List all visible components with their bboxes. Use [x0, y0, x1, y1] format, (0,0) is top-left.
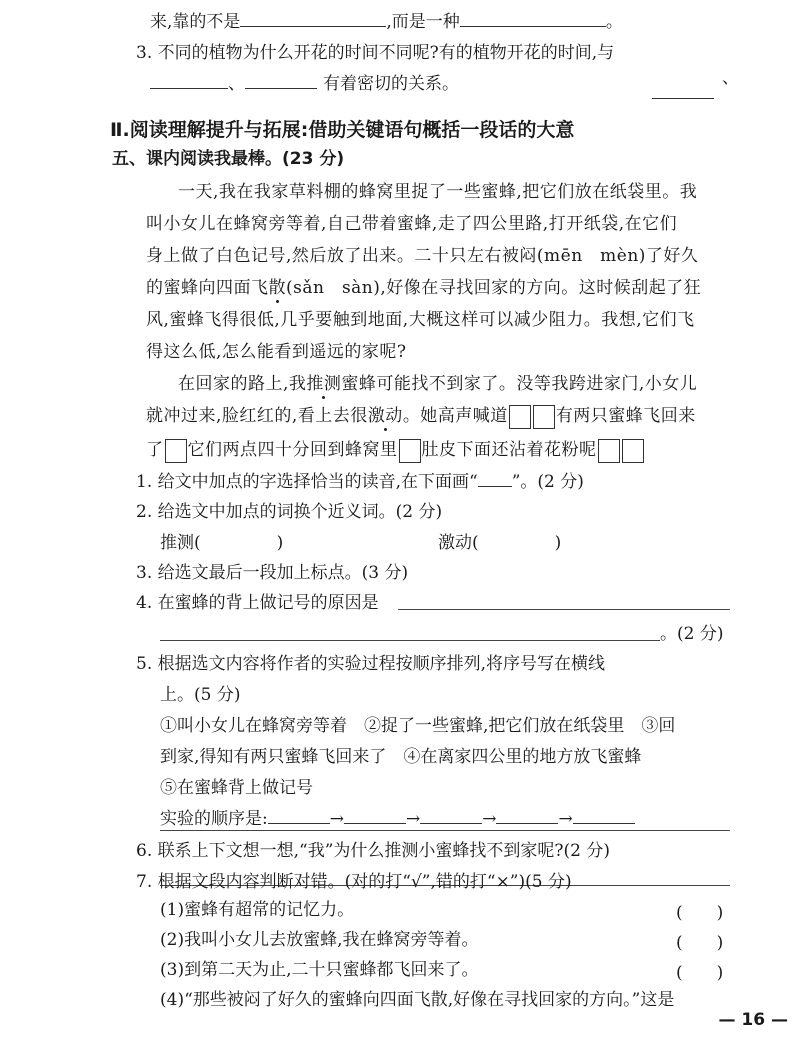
- punctuation-box[interactable]: [598, 439, 620, 463]
- question-5-option: ⑤在蜜蜂背上做记号: [160, 778, 313, 798]
- answer-blank[interactable]: [460, 10, 606, 27]
- answer-line[interactable]: [160, 830, 730, 831]
- answer-blank[interactable]: [420, 807, 482, 824]
- answer-blank[interactable]: [245, 72, 317, 89]
- question-5: 5. 根据选文内容将作者的实验过程按顺序排列,将序号写在横线: [136, 654, 606, 674]
- answer-blank[interactable]: [652, 82, 714, 99]
- dotted-char: 散: [268, 278, 286, 298]
- continued-line: 来,靠的不是 ,而是一种 。: [150, 12, 623, 32]
- dotted-word: 推测: [306, 374, 342, 394]
- section-5-title: 五、课内阅读我最棒。(23 分): [112, 149, 345, 169]
- passage-line: 在回家的路上,我推测蜜蜂可能找不到家了。没等我跨进家门,小女儿: [178, 374, 698, 394]
- dotted-word: 激动: [367, 406, 403, 426]
- judgement-parens[interactable]: ( ): [676, 903, 724, 923]
- punctuation-box[interactable]: [622, 439, 644, 463]
- question-5-cont: 上。(5 分): [160, 685, 241, 705]
- question-4: 4. 在蜜蜂的背上做记号的原因是: [136, 593, 379, 613]
- question-7: 7. 根据文段内容判断对错。(对的打“√”,错的打“×”)(5 分): [136, 872, 572, 892]
- answer-blank[interactable]: [344, 807, 406, 824]
- page-number: — 16 —: [718, 1010, 788, 1030]
- punctuation-box[interactable]: [533, 405, 555, 429]
- answer-blank[interactable]: [496, 807, 558, 824]
- passage-line: 了 它们两点四十分回到蜂窝里 肚皮下面还沾着花粉呢: [146, 438, 645, 463]
- passage-line: 叫小女儿在蜂窝旁等着,自己带着蜜蜂,走了四公里路,打开纸袋,在它们: [146, 214, 678, 234]
- passage-line: 得这么低,怎么能看到遥远的家呢?: [146, 342, 407, 362]
- punctuation-box[interactable]: [165, 439, 187, 463]
- passage-line: 的蜜蜂向四面飞散(sǎn sàn),好像在寻找回家的方向。这时候刮起了狂: [146, 278, 702, 298]
- question-4-score: 。(2 分): [660, 624, 724, 644]
- question-2: 2. 给选文中加点的词换个近义词。(2 分): [136, 502, 443, 522]
- section-heading: Ⅱ.阅读理解提升与拓展:借助关键语句概括一段话的大意: [110, 119, 575, 141]
- question-6: 6. 联系上下文想一想,“我”为什么推测小蜜蜂找不到家呢?(2 分): [136, 841, 611, 861]
- punctuation-box[interactable]: [399, 439, 421, 463]
- answer-blank[interactable]: [240, 10, 386, 27]
- answer-line[interactable]: [160, 640, 660, 641]
- question-7-item: (2)我叫小女儿去放蜜蜂,我在蜂窝旁等着。: [160, 930, 479, 950]
- question-3: 3. 给选文最后一段加上标点。(3 分): [136, 563, 409, 583]
- question-2-answer-a: 推测( ): [160, 533, 284, 553]
- answer-line[interactable]: [398, 609, 730, 610]
- question-2-answer-b: 激动( ): [438, 533, 562, 553]
- question-5-option: 到家,得知有两只蜜蜂飞回来了 ④在离家四公里的地方放飞蜜蜂: [160, 747, 642, 767]
- passage-line: 一天,我在我家草料棚的蜂窝里捉了一些蜜蜂,把它们放在纸袋里。我: [178, 182, 698, 202]
- passage-line: 风,蜜蜂飞得很低,几乎要触到地面,大概这样可以减少阻力。我想,它们飞: [146, 310, 695, 330]
- question-7-item: (4)“那些被闷了好久的蜜蜂向四面飞散,好像在寻找回家的方向。”这是: [160, 990, 675, 1010]
- question-5-order: 实验的顺序是: → → → →: [160, 807, 635, 831]
- question-3-prev: 3. 不同的植物为什么开花的时间不同呢?有的植物开花的时间,与: [136, 43, 615, 63]
- passage-line: 身上做了白色记号,然后放了出来。二十只左右被闷(mēn mèn)了好久: [146, 246, 699, 266]
- question-1: 1. 给文中加点的字选择恰当的读音,在下面画“ ”。(2 分): [136, 472, 584, 492]
- answer-blank[interactable]: [573, 807, 635, 824]
- question-5-option: ①叫小女儿在蜂窝旁等着 ②捉了一些蜜蜂,把它们放在纸袋里 ③回: [160, 716, 676, 736]
- question-7-item: (3)到第二天为止,二十只蜜蜂都飞回来了。: [160, 960, 479, 980]
- answer-blank[interactable]: [150, 72, 228, 89]
- punctuation-box[interactable]: [509, 405, 531, 429]
- judgement-parens[interactable]: ( ): [676, 963, 724, 983]
- answer-blank[interactable]: [268, 807, 330, 824]
- passage-line: 就冲过来,脸红红的,看上去很激动。她高声喊道 有两只蜜蜂飞回来: [146, 404, 696, 429]
- question-3-prev-blanks: 、 有着密切的关系。: [150, 72, 459, 96]
- judgement-parens[interactable]: ( ): [676, 933, 724, 953]
- question-7-item: (1)蜜蜂有超常的记忆力。: [160, 900, 355, 920]
